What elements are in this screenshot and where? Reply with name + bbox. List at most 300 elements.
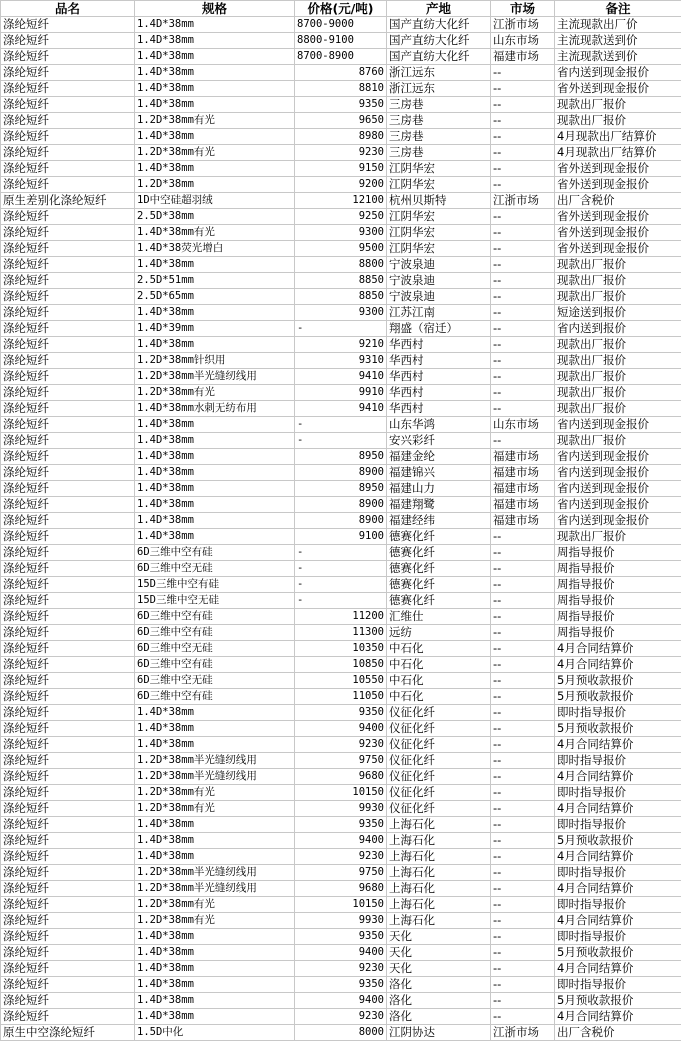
market-cell: -- xyxy=(491,353,555,369)
origin-cell: 中石化 xyxy=(387,657,491,673)
spec-cell: 1.4D*38mm xyxy=(135,417,295,433)
table-row xyxy=(1,49,681,65)
origin-cell: 仪征化纤 xyxy=(387,801,491,817)
product-cell: 涤纶短纤 xyxy=(1,177,135,193)
price-cell: 10850 xyxy=(295,657,387,673)
price-cell: 10550 xyxy=(295,673,387,689)
table-row xyxy=(1,993,681,1009)
price-cell: 11200 xyxy=(295,609,387,625)
remark-cell: 周指导报价 xyxy=(555,545,681,561)
market-cell: -- xyxy=(491,897,555,913)
remark-cell: 现款出厂报价 xyxy=(555,353,681,369)
product-cell: 涤纶短纤 xyxy=(1,353,135,369)
price-cell: 8800-9100 xyxy=(295,33,387,49)
remark-cell: 省内送到现金报价 xyxy=(555,481,681,497)
product-cell: 涤纶短纤 xyxy=(1,689,135,705)
spec-cell: 1.4D*38mm xyxy=(135,977,295,993)
spec-cell: 1.4D*38mm xyxy=(135,1009,295,1025)
product-cell: 涤纶短纤 xyxy=(1,849,135,865)
price-cell: 9400 xyxy=(295,833,387,849)
price-cell: 9410 xyxy=(295,369,387,385)
product-cell: 涤纶短纤 xyxy=(1,289,135,305)
price-cell: 9230 xyxy=(295,737,387,753)
origin-cell: 中石化 xyxy=(387,641,491,657)
product-cell: 涤纶短纤 xyxy=(1,145,135,161)
product-cell: 涤纶短纤 xyxy=(1,241,135,257)
remark-cell: 出厂含税价 xyxy=(555,193,681,209)
table-row xyxy=(1,913,681,929)
table-row xyxy=(1,801,681,817)
table-row xyxy=(1,945,681,961)
table-row xyxy=(1,977,681,993)
market-cell: 福建市场 xyxy=(491,513,555,529)
spec-cell: 1.4D*38mm xyxy=(135,529,295,545)
spec-cell: 1.4D*39mm xyxy=(135,321,295,337)
spec-cell: 1.4D*38mm xyxy=(135,49,295,65)
market-cell: 福建市场 xyxy=(491,449,555,465)
remark-cell: 现款出厂报价 xyxy=(555,529,681,545)
product-cell: 涤纶短纤 xyxy=(1,465,135,481)
spec-cell: 1.4D*38荧光增白 xyxy=(135,241,295,257)
origin-cell: 翔盛（宿迁） xyxy=(387,321,491,337)
market-cell: -- xyxy=(491,833,555,849)
price-cell: 8700-8900 xyxy=(295,49,387,65)
price-cell: 9230 xyxy=(295,961,387,977)
spec-cell: 15D三维中空有硅 xyxy=(135,577,295,593)
market-cell: -- xyxy=(491,321,555,337)
product-cell: 涤纶短纤 xyxy=(1,801,135,817)
product-cell: 涤纶短纤 xyxy=(1,273,135,289)
origin-cell: 德赛化纤 xyxy=(387,577,491,593)
origin-cell: 山东华鸿 xyxy=(387,417,491,433)
market-cell: -- xyxy=(491,97,555,113)
remark-cell: 4月合同结算价 xyxy=(555,737,681,753)
remark-cell: 周指导报价 xyxy=(555,625,681,641)
origin-cell: 三房巷 xyxy=(387,97,491,113)
spec-cell: 1.4D*38mm xyxy=(135,481,295,497)
spec-cell: 6D三维中空有硅 xyxy=(135,609,295,625)
price-cell: - xyxy=(295,321,387,337)
table-row xyxy=(1,625,681,641)
remark-cell: 4月合同结算价 xyxy=(555,1009,681,1025)
table-row xyxy=(1,705,681,721)
table-row xyxy=(1,513,681,529)
price-cell: - xyxy=(295,577,387,593)
remark-cell: 主流现款出厂价 xyxy=(555,17,681,33)
price-cell: 9680 xyxy=(295,769,387,785)
remark-cell: 5月预收款报价 xyxy=(555,945,681,961)
price-cell: - xyxy=(295,593,387,609)
price-cell: 9350 xyxy=(295,705,387,721)
header-remark: 备注 xyxy=(555,1,681,17)
price-cell: 9100 xyxy=(295,529,387,545)
spec-cell: 6D三维中空有硅 xyxy=(135,545,295,561)
origin-cell: 华西村 xyxy=(387,401,491,417)
spec-cell: 1D中空硅超羽绒 xyxy=(135,193,295,209)
product-cell: 涤纶短纤 xyxy=(1,321,135,337)
price-cell: 9150 xyxy=(295,161,387,177)
product-cell: 涤纶短纤 xyxy=(1,721,135,737)
product-cell: 涤纶短纤 xyxy=(1,209,135,225)
product-cell: 涤纶短纤 xyxy=(1,993,135,1009)
remark-cell: 现款出厂报价 xyxy=(555,369,681,385)
market-cell: 江浙市场 xyxy=(491,1025,555,1041)
table-row xyxy=(1,65,681,81)
price-cell: 9350 xyxy=(295,817,387,833)
price-cell: 9230 xyxy=(295,1009,387,1025)
header-row xyxy=(1,1,681,17)
spec-cell: 1.4D*38mm xyxy=(135,721,295,737)
spec-cell: 1.4D*38mm xyxy=(135,65,295,81)
origin-cell: 宁波泉迪 xyxy=(387,273,491,289)
remark-cell: 主流现款送到价 xyxy=(555,33,681,49)
header-product: 品名 xyxy=(1,1,135,17)
price-cell: 9930 xyxy=(295,801,387,817)
market-cell: -- xyxy=(491,625,555,641)
remark-cell: 省内送到现金报价 xyxy=(555,65,681,81)
market-cell: -- xyxy=(491,641,555,657)
product-cell: 涤纶短纤 xyxy=(1,769,135,785)
product-cell: 原生差别化涤纶短纤 xyxy=(1,193,135,209)
spec-cell: 6D三维中空无硅 xyxy=(135,673,295,689)
spec-cell: 1.4D*38mm xyxy=(135,17,295,33)
table-row xyxy=(1,545,681,561)
market-cell: -- xyxy=(491,737,555,753)
table-row xyxy=(1,449,681,465)
header-price: 价格(元/吨) xyxy=(295,1,387,17)
origin-cell: 江阴华宏 xyxy=(387,161,491,177)
product-cell: 涤纶短纤 xyxy=(1,1009,135,1025)
origin-cell: 洛化 xyxy=(387,977,491,993)
spec-cell: 2.5D*65mm xyxy=(135,289,295,305)
spec-cell: 6D三维中空有硅 xyxy=(135,657,295,673)
spec-cell: 1.4D*38mm xyxy=(135,993,295,1009)
market-cell: -- xyxy=(491,305,555,321)
table-row xyxy=(1,689,681,705)
price-cell: 9310 xyxy=(295,353,387,369)
product-cell: 涤纶短纤 xyxy=(1,449,135,465)
table-row xyxy=(1,385,681,401)
table-row xyxy=(1,241,681,257)
remark-cell: 即时指导报价 xyxy=(555,929,681,945)
product-cell: 涤纶短纤 xyxy=(1,81,135,97)
price-cell: 8900 xyxy=(295,497,387,513)
market-cell: 福建市场 xyxy=(491,497,555,513)
remark-cell: 即时指导报价 xyxy=(555,977,681,993)
origin-cell: 天化 xyxy=(387,945,491,961)
spec-cell: 1.4D*38mm xyxy=(135,929,295,945)
market-cell: -- xyxy=(491,817,555,833)
price-cell: 11050 xyxy=(295,689,387,705)
remark-cell: 现款出厂报价 xyxy=(555,97,681,113)
origin-cell: 华西村 xyxy=(387,369,491,385)
price-cell: 9500 xyxy=(295,241,387,257)
price-cell: - xyxy=(295,545,387,561)
spec-cell: 6D三维中空无硅 xyxy=(135,641,295,657)
spec-cell: 1.4D*38mm xyxy=(135,513,295,529)
price-cell: 9200 xyxy=(295,177,387,193)
market-cell: -- xyxy=(491,273,555,289)
table-row xyxy=(1,145,681,161)
market-cell: 江浙市场 xyxy=(491,193,555,209)
market-cell: -- xyxy=(491,865,555,881)
spec-cell: 1.2D*38mm半光缝纫线用 xyxy=(135,881,295,897)
spec-cell: 1.2D*38mm有光 xyxy=(135,801,295,817)
product-cell: 涤纶短纤 xyxy=(1,49,135,65)
product-cell: 涤纶短纤 xyxy=(1,369,135,385)
remark-cell: 短途送到报价 xyxy=(555,305,681,321)
market-cell: -- xyxy=(491,369,555,385)
price-cell: 8760 xyxy=(295,65,387,81)
remark-cell: 现款出厂报价 xyxy=(555,257,681,273)
market-cell: -- xyxy=(491,145,555,161)
origin-cell: 华西村 xyxy=(387,353,491,369)
remark-cell: 5月预收款报价 xyxy=(555,689,681,705)
table-row xyxy=(1,401,681,417)
spec-cell: 6D三维中空无硅 xyxy=(135,561,295,577)
product-cell: 涤纶短纤 xyxy=(1,865,135,881)
product-cell: 涤纶短纤 xyxy=(1,577,135,593)
price-cell: 8000 xyxy=(295,1025,387,1041)
price-cell: 9400 xyxy=(295,993,387,1009)
price-cell: 8950 xyxy=(295,449,387,465)
table-row xyxy=(1,849,681,865)
spec-cell: 2.5D*38mm xyxy=(135,209,295,225)
remark-cell: 5月预收款报价 xyxy=(555,673,681,689)
origin-cell: 浙江远东 xyxy=(387,65,491,81)
table-row xyxy=(1,289,681,305)
origin-cell: 福建金纶 xyxy=(387,449,491,465)
spec-cell: 1.2D*38mm半光缝纫线用 xyxy=(135,865,295,881)
product-cell: 涤纶短纤 xyxy=(1,545,135,561)
product-cell: 原生中空涤纶短纤 xyxy=(1,1025,135,1041)
price-cell: 8810 xyxy=(295,81,387,97)
product-cell: 涤纶短纤 xyxy=(1,433,135,449)
product-cell: 涤纶短纤 xyxy=(1,945,135,961)
remark-cell: 周指导报价 xyxy=(555,577,681,593)
spec-cell: 1.4D*38mm xyxy=(135,337,295,353)
product-cell: 涤纶短纤 xyxy=(1,65,135,81)
origin-cell: 上海石化 xyxy=(387,897,491,913)
remark-cell: 省外送到现金报价 xyxy=(555,209,681,225)
product-cell: 涤纶短纤 xyxy=(1,897,135,913)
spec-cell: 1.2D*38mm半光缝纫线用 xyxy=(135,753,295,769)
spec-cell: 6D三维中空有硅 xyxy=(135,689,295,705)
product-cell: 涤纶短纤 xyxy=(1,753,135,769)
price-cell: 10150 xyxy=(295,785,387,801)
price-cell: 8850 xyxy=(295,273,387,289)
product-cell: 涤纶短纤 xyxy=(1,161,135,177)
spec-cell: 15D三维中空无硅 xyxy=(135,593,295,609)
product-cell: 涤纶短纤 xyxy=(1,17,135,33)
market-cell: -- xyxy=(491,577,555,593)
product-cell: 涤纶短纤 xyxy=(1,385,135,401)
price-cell: 10350 xyxy=(295,641,387,657)
header-spec: 规格 xyxy=(135,1,295,17)
price-cell: - xyxy=(295,561,387,577)
origin-cell: 上海石化 xyxy=(387,881,491,897)
price-cell: 9300 xyxy=(295,225,387,241)
market-cell: -- xyxy=(491,561,555,577)
spec-cell: 6D三维中空有硅 xyxy=(135,625,295,641)
price-cell: 8900 xyxy=(295,465,387,481)
market-cell: -- xyxy=(491,705,555,721)
price-cell: 9930 xyxy=(295,913,387,929)
spec-cell: 1.4D*38mm xyxy=(135,817,295,833)
table-row xyxy=(1,225,681,241)
remark-cell: 省内送到现金报价 xyxy=(555,497,681,513)
table-row xyxy=(1,1025,681,1041)
table-row xyxy=(1,369,681,385)
remark-cell: 省内送到现金报价 xyxy=(555,513,681,529)
price-cell: 12100 xyxy=(295,193,387,209)
product-cell: 涤纶短纤 xyxy=(1,913,135,929)
origin-cell: 安兴彩纤 xyxy=(387,433,491,449)
product-cell: 涤纶短纤 xyxy=(1,593,135,609)
origin-cell: 仪征化纤 xyxy=(387,737,491,753)
origin-cell: 仪征化纤 xyxy=(387,705,491,721)
origin-cell: 上海石化 xyxy=(387,849,491,865)
table-row xyxy=(1,129,681,145)
remark-cell: 4月合同结算价 xyxy=(555,961,681,977)
origin-cell: 福建经纬 xyxy=(387,513,491,529)
product-cell: 涤纶短纤 xyxy=(1,401,135,417)
table-row xyxy=(1,673,681,689)
price-cell: 9910 xyxy=(295,385,387,401)
origin-cell: 国产直纺大化纤 xyxy=(387,33,491,49)
origin-cell: 天化 xyxy=(387,961,491,977)
table-row xyxy=(1,417,681,433)
table-row xyxy=(1,609,681,625)
remark-cell: 4月合同结算价 xyxy=(555,657,681,673)
price-cell: 9350 xyxy=(295,929,387,945)
product-cell: 涤纶短纤 xyxy=(1,225,135,241)
origin-cell: 三房巷 xyxy=(387,129,491,145)
market-cell: 山东市场 xyxy=(491,417,555,433)
origin-cell: 福建山力 xyxy=(387,481,491,497)
product-cell: 涤纶短纤 xyxy=(1,609,135,625)
table-row xyxy=(1,929,681,945)
spec-cell: 1.4D*38mm xyxy=(135,497,295,513)
origin-cell: 远纺 xyxy=(387,625,491,641)
market-cell: -- xyxy=(491,689,555,705)
table-row xyxy=(1,209,681,225)
remark-cell: 出厂含税价 xyxy=(555,1025,681,1041)
market-cell: -- xyxy=(491,929,555,945)
remark-cell: 4月合同结算价 xyxy=(555,849,681,865)
table-row xyxy=(1,497,681,513)
price-cell: 9750 xyxy=(295,753,387,769)
product-cell: 涤纶短纤 xyxy=(1,513,135,529)
market-cell: -- xyxy=(491,161,555,177)
spec-cell: 1.4D*38mm xyxy=(135,257,295,273)
spec-cell: 1.2D*38mm有光 xyxy=(135,897,295,913)
table-row xyxy=(1,1009,681,1025)
origin-cell: 洛化 xyxy=(387,993,491,1009)
price-cell: 8800 xyxy=(295,257,387,273)
origin-cell: 江苏江南 xyxy=(387,305,491,321)
spec-cell: 2.5D*51mm xyxy=(135,273,295,289)
origin-cell: 国产直纺大化纤 xyxy=(387,49,491,65)
product-cell: 涤纶短纤 xyxy=(1,737,135,753)
market-cell: -- xyxy=(491,289,555,305)
price-cell: 11300 xyxy=(295,625,387,641)
remark-cell: 4月合同结算价 xyxy=(555,881,681,897)
product-cell: 涤纶短纤 xyxy=(1,529,135,545)
price-cell: - xyxy=(295,417,387,433)
market-cell: -- xyxy=(491,241,555,257)
market-cell: -- xyxy=(491,113,555,129)
spec-cell: 1.4D*38mm xyxy=(135,433,295,449)
spec-cell: 1.2D*38mm有光 xyxy=(135,145,295,161)
spec-cell: 1.4D*38mm xyxy=(135,833,295,849)
spec-cell: 1.2D*38mm xyxy=(135,177,295,193)
remark-cell: 主流现款送到价 xyxy=(555,49,681,65)
origin-cell: 仪征化纤 xyxy=(387,785,491,801)
spec-cell: 1.4D*38mm xyxy=(135,81,295,97)
market-cell: -- xyxy=(491,65,555,81)
market-cell: -- xyxy=(491,785,555,801)
origin-cell: 三房巷 xyxy=(387,113,491,129)
price-cell: 9230 xyxy=(295,145,387,161)
origin-cell: 宁波泉迪 xyxy=(387,289,491,305)
origin-cell: 杭州贝斯特 xyxy=(387,193,491,209)
remark-cell: 省外送到现金报价 xyxy=(555,81,681,97)
origin-cell: 汇维仕 xyxy=(387,609,491,625)
price-cell: 9350 xyxy=(295,977,387,993)
market-cell: -- xyxy=(491,433,555,449)
market-cell: -- xyxy=(491,753,555,769)
remark-cell: 即时指导报价 xyxy=(555,753,681,769)
price-cell: 8980 xyxy=(295,129,387,145)
origin-cell: 福建翔鹭 xyxy=(387,497,491,513)
remark-cell: 省外送到现金报价 xyxy=(555,177,681,193)
price-cell: 8850 xyxy=(295,289,387,305)
table-row xyxy=(1,433,681,449)
table-row xyxy=(1,177,681,193)
remark-cell: 周指导报价 xyxy=(555,593,681,609)
market-cell: -- xyxy=(491,977,555,993)
table-row xyxy=(1,577,681,593)
remark-cell: 5月预收款报价 xyxy=(555,721,681,737)
market-cell: -- xyxy=(491,81,555,97)
table-row xyxy=(1,529,681,545)
remark-cell: 现款出厂报价 xyxy=(555,337,681,353)
spec-cell: 1.2D*38mm有光 xyxy=(135,385,295,401)
remark-cell: 省内送到现金报价 xyxy=(555,465,681,481)
market-cell: -- xyxy=(491,401,555,417)
origin-cell: 仪征化纤 xyxy=(387,753,491,769)
price-cell: 9750 xyxy=(295,865,387,881)
product-cell: 涤纶短纤 xyxy=(1,961,135,977)
spec-cell: 1.4D*38mm xyxy=(135,465,295,481)
remark-cell: 现款出厂报价 xyxy=(555,401,681,417)
product-cell: 涤纶短纤 xyxy=(1,641,135,657)
origin-cell: 德赛化纤 xyxy=(387,561,491,577)
table-row xyxy=(1,97,681,113)
price-cell: 9400 xyxy=(295,721,387,737)
product-cell: 涤纶短纤 xyxy=(1,257,135,273)
price-cell: - xyxy=(295,433,387,449)
market-cell: -- xyxy=(491,209,555,225)
table-row xyxy=(1,897,681,913)
remark-cell: 即时指导报价 xyxy=(555,865,681,881)
product-cell: 涤纶短纤 xyxy=(1,561,135,577)
market-cell: 山东市场 xyxy=(491,33,555,49)
spec-cell: 1.4D*38mm xyxy=(135,129,295,145)
table-row xyxy=(1,17,681,33)
remark-cell: 即时指导报价 xyxy=(555,817,681,833)
